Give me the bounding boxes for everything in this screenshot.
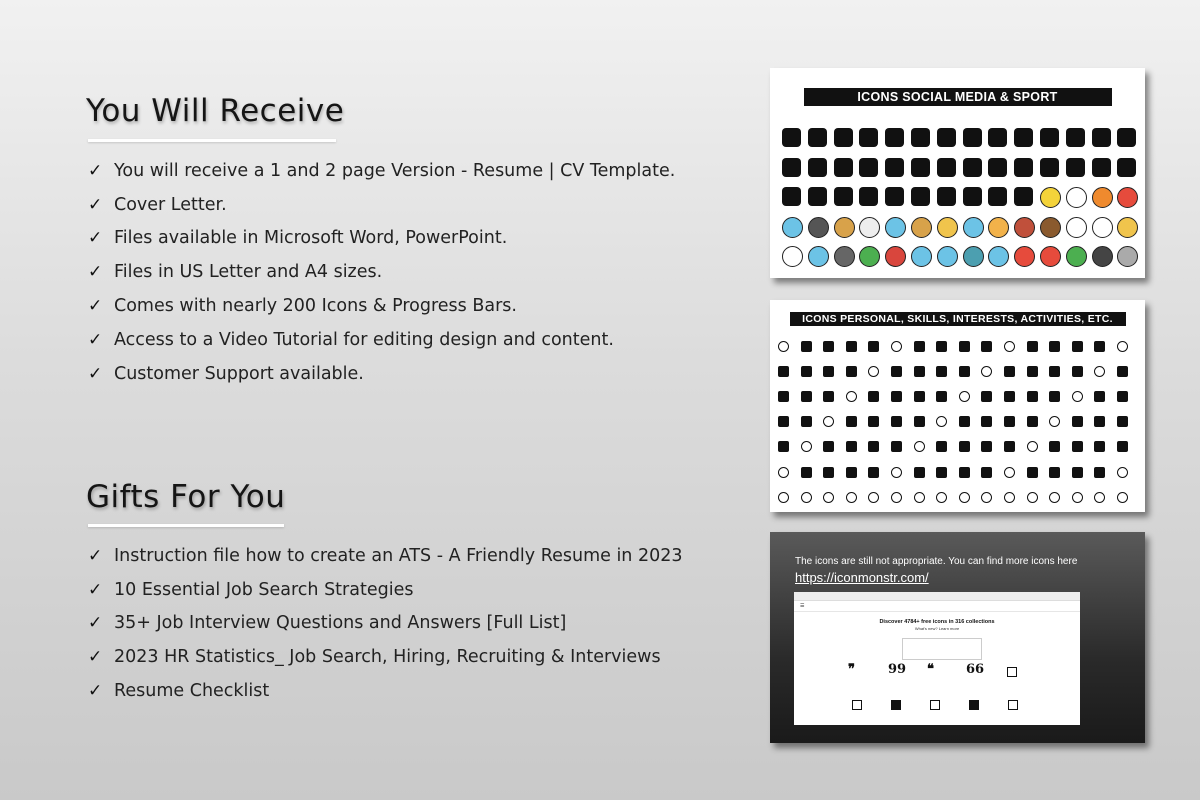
personal-icon bbox=[891, 492, 902, 503]
personal-icon bbox=[1072, 441, 1083, 452]
personal-icon bbox=[1004, 467, 1015, 478]
browser-nav bbox=[794, 601, 1080, 612]
instagram-outline-icon bbox=[963, 187, 982, 206]
iconmonstr-card bbox=[770, 532, 1145, 743]
list-item bbox=[88, 222, 675, 256]
list-item-text: Access to a Video Tutorial for editing design and content. bbox=[114, 329, 614, 350]
personal-icon bbox=[1027, 492, 1038, 503]
personal-icon bbox=[1094, 341, 1105, 352]
personal-icon bbox=[823, 366, 834, 377]
checkmark-icon: ✓ bbox=[88, 160, 103, 181]
personal-icon bbox=[778, 366, 789, 377]
list-item-text: Resume Checklist bbox=[114, 681, 270, 702]
personal-icon bbox=[959, 441, 970, 452]
tumblr-icon bbox=[1014, 128, 1033, 147]
e-icon bbox=[834, 128, 853, 147]
skype-round-icon bbox=[1092, 128, 1111, 147]
vine-icon bbox=[834, 158, 853, 177]
personal-icon bbox=[959, 391, 970, 402]
copy-icon bbox=[1007, 667, 1017, 677]
personal-icon bbox=[823, 467, 834, 478]
personal-icon bbox=[981, 341, 992, 352]
cloud-icon bbox=[782, 187, 801, 206]
list-item bbox=[88, 573, 683, 607]
basketball-icon bbox=[1117, 187, 1138, 208]
personal-icon bbox=[1049, 366, 1060, 377]
personal-icon bbox=[1117, 391, 1128, 402]
linkedin-icon bbox=[911, 187, 930, 206]
amazon-icon bbox=[885, 128, 904, 147]
bat2-icon bbox=[911, 217, 932, 238]
list-item bbox=[88, 188, 675, 222]
checkmark-icon: ✓ bbox=[88, 681, 103, 702]
social-icon-grid bbox=[770, 68, 1145, 278]
personal-icon bbox=[868, 341, 879, 352]
card-title: ICONS SOCIAL MEDIA & SPORT bbox=[804, 88, 1112, 106]
personal-icon bbox=[1027, 341, 1038, 352]
checkmark-icon: ✓ bbox=[88, 579, 103, 600]
vk-icon bbox=[885, 187, 904, 206]
personal-icon bbox=[846, 391, 857, 402]
personal-icon bbox=[801, 341, 812, 352]
receive-list bbox=[88, 154, 675, 391]
personal-icon bbox=[823, 492, 834, 503]
podcast-icon bbox=[937, 128, 956, 147]
boxing-glove-icon bbox=[885, 246, 906, 267]
personal-icon bbox=[846, 366, 857, 377]
checkmark-icon: ✓ bbox=[88, 545, 103, 566]
stick-icon bbox=[1092, 246, 1113, 267]
shuttlecock-icon bbox=[782, 246, 803, 267]
personal-icon bbox=[959, 467, 970, 478]
dumbbell-icon bbox=[782, 217, 803, 238]
personal-icon bbox=[1027, 416, 1038, 427]
wakeup-icon bbox=[859, 158, 878, 177]
personal-icon bbox=[1049, 492, 1060, 503]
personal-icon bbox=[778, 441, 789, 452]
dart-icon bbox=[1040, 246, 1061, 267]
personal-icon bbox=[1049, 416, 1060, 427]
personal-icon bbox=[868, 391, 879, 402]
skate-icon bbox=[963, 217, 984, 238]
list-item bbox=[88, 255, 675, 289]
personal-icon bbox=[1094, 366, 1105, 377]
personal-icon bbox=[981, 467, 992, 478]
section-title-gifts: Gifts For You bbox=[86, 479, 286, 515]
personal-icon bbox=[823, 416, 834, 427]
list-item-text: 2023 HR Statistics_ Job Search, Hiring, Recruiting & Interviews bbox=[114, 647, 661, 668]
list-item-text: Comes with nearly 200 Icons & Progress Bars. bbox=[114, 296, 517, 317]
personal-icon bbox=[891, 467, 902, 478]
quote-icon: 99 bbox=[888, 662, 907, 677]
quote-icon: ❞ bbox=[848, 662, 855, 677]
personal-icon bbox=[981, 492, 992, 503]
snapchat-icon bbox=[1066, 128, 1085, 147]
ping-pong-icon bbox=[988, 217, 1009, 238]
list-item-text: 10 Essential Job Search Strategies bbox=[114, 579, 414, 600]
volleyball-icon bbox=[1092, 187, 1113, 208]
messenger-icon bbox=[911, 158, 930, 177]
rugby-ball-icon bbox=[1014, 217, 1035, 238]
list-item bbox=[88, 640, 683, 674]
personal-icon bbox=[1117, 441, 1128, 452]
personal-icon bbox=[936, 441, 947, 452]
personal-icon bbox=[891, 391, 902, 402]
weights-icon bbox=[911, 246, 932, 267]
tennis-ball-icon bbox=[1040, 187, 1061, 208]
baseball-icon bbox=[1066, 187, 1087, 208]
xbox-icon bbox=[885, 158, 904, 177]
list-item bbox=[88, 674, 683, 708]
copy-icon bbox=[852, 700, 862, 710]
personal-icon bbox=[891, 416, 902, 427]
personal-icon bbox=[914, 366, 925, 377]
personal-icon bbox=[891, 366, 902, 377]
section-title-receive: You Will Receive bbox=[86, 93, 345, 129]
personal-icon bbox=[1027, 366, 1038, 377]
personal-icon bbox=[1117, 341, 1128, 352]
quote-icon: ❝ bbox=[927, 662, 934, 677]
browser-tabbar bbox=[794, 592, 1080, 601]
iconmonstr-note: The icons are still not appropriate. You can find more icons here bbox=[795, 556, 1078, 567]
card-title: ICONS PERSONAL, SKILLS, INTERESTS, ACTIVITIES, ETC. bbox=[790, 312, 1126, 326]
hoop-icon bbox=[859, 217, 880, 238]
quote-icon: 66 bbox=[966, 662, 985, 677]
layers-icon bbox=[930, 700, 940, 710]
checkmark-icon: ✓ bbox=[88, 262, 103, 283]
checkmark-icon: ✓ bbox=[88, 296, 103, 317]
list-item bbox=[88, 357, 675, 391]
personal-icon bbox=[823, 341, 834, 352]
personal-icon bbox=[778, 416, 789, 427]
youtube-icon bbox=[782, 128, 801, 147]
soccer-icon bbox=[1066, 217, 1087, 238]
location-icon bbox=[937, 187, 956, 206]
list-item-text: 35+ Job Interview Questions and Answers [Full List] bbox=[114, 613, 567, 634]
personal-icon bbox=[1004, 492, 1015, 503]
menu-icon: ☰ bbox=[800, 603, 805, 609]
shot-headline: Discover 4784+ free icons in 316 collections bbox=[879, 619, 995, 625]
personal-icon bbox=[1094, 441, 1105, 452]
list-item-text: Cover Letter. bbox=[114, 194, 227, 215]
youtube-play-icon bbox=[988, 128, 1007, 147]
skype-icon bbox=[1040, 128, 1059, 147]
field-icon bbox=[859, 246, 880, 267]
personal-icon bbox=[801, 492, 812, 503]
personal-icon bbox=[981, 391, 992, 402]
kettlebell-icon bbox=[963, 246, 984, 267]
personal-icon bbox=[1117, 416, 1128, 427]
personal-icon bbox=[914, 467, 925, 478]
personal-icon bbox=[959, 366, 970, 377]
skateboard-icon bbox=[834, 246, 855, 267]
parachute-icon bbox=[1117, 217, 1138, 238]
pinterest-icon bbox=[1117, 128, 1136, 147]
personal-icon bbox=[778, 341, 789, 352]
wechat-icon bbox=[859, 128, 878, 147]
soundcloud-icon bbox=[859, 187, 878, 206]
hockey-icon bbox=[808, 246, 829, 267]
tumblr-t-icon bbox=[988, 187, 1007, 206]
title-underline bbox=[88, 139, 336, 142]
personal-icon bbox=[914, 416, 925, 427]
personal-icon bbox=[846, 416, 857, 427]
title-underline bbox=[88, 524, 284, 527]
personal-icon bbox=[801, 467, 812, 478]
personal-icon bbox=[823, 391, 834, 402]
personal-icon bbox=[1072, 492, 1083, 503]
personal-icon bbox=[936, 492, 947, 503]
dropbox-icon bbox=[782, 158, 801, 177]
baseball2-icon bbox=[1092, 217, 1113, 238]
list-item bbox=[88, 323, 675, 357]
personal-icon bbox=[778, 467, 789, 478]
list-item bbox=[88, 539, 683, 573]
rss-icon bbox=[1117, 158, 1136, 177]
personal-icon bbox=[936, 341, 947, 352]
iconmonstr-link[interactable]: https://iconmonstr.com/ bbox=[795, 570, 929, 585]
copy-icon bbox=[1008, 700, 1018, 710]
bicycle-icon bbox=[885, 217, 906, 238]
personal-icon bbox=[1072, 391, 1083, 402]
personal-icon bbox=[1027, 391, 1038, 402]
personal-icon bbox=[868, 467, 879, 478]
golf-icon bbox=[1066, 246, 1087, 267]
personal-icon bbox=[1072, 467, 1083, 478]
personal-icon bbox=[936, 391, 947, 402]
personal-icon bbox=[846, 492, 857, 503]
personal-icon-grid bbox=[770, 300, 1145, 512]
racket-icon bbox=[988, 246, 1009, 267]
personal-icon bbox=[1027, 441, 1038, 452]
personal-icon bbox=[1004, 441, 1015, 452]
viber-icon bbox=[911, 128, 930, 147]
personal-icon bbox=[778, 391, 789, 402]
list-item-text: Instruction file how to create an ATS - A Friendly Resume in 2023 bbox=[114, 545, 683, 566]
personal-icon bbox=[1094, 391, 1105, 402]
personal-icons-card bbox=[770, 300, 1145, 512]
list-item-text: Files in US Letter and A4 sizes. bbox=[114, 262, 383, 283]
list-item bbox=[88, 154, 675, 188]
social-sport-icons-card bbox=[770, 68, 1145, 278]
personal-icon bbox=[1049, 391, 1060, 402]
ad-box bbox=[902, 638, 982, 660]
mail-icon bbox=[1014, 187, 1033, 206]
personal-icon bbox=[1027, 467, 1038, 478]
pinterest-p-icon bbox=[1040, 158, 1059, 177]
checkmark-icon: ✓ bbox=[88, 363, 103, 384]
personal-icon bbox=[868, 366, 879, 377]
personal-icon bbox=[1004, 366, 1015, 377]
personal-icon bbox=[778, 492, 789, 503]
personal-icon bbox=[846, 441, 857, 452]
court-icon bbox=[1117, 246, 1138, 267]
telegram-icon bbox=[808, 187, 827, 206]
personal-icon bbox=[1049, 341, 1060, 352]
personal-icon bbox=[914, 341, 925, 352]
personal-icon bbox=[891, 341, 902, 352]
personal-icon bbox=[981, 416, 992, 427]
personal-icon bbox=[801, 391, 812, 402]
bat-icon bbox=[834, 217, 855, 238]
personal-icon bbox=[914, 391, 925, 402]
personal-icon bbox=[823, 441, 834, 452]
personal-icon bbox=[936, 467, 947, 478]
personal-icon bbox=[801, 441, 812, 452]
personal-icon bbox=[868, 441, 879, 452]
personal-icon bbox=[1072, 366, 1083, 377]
list-item-text: You will receive a 1 and 2 page Version - Resume | CV Template. bbox=[114, 160, 676, 181]
list-item-text: Customer Support available. bbox=[114, 363, 364, 384]
personal-icon bbox=[1117, 366, 1128, 377]
personal-icon bbox=[1094, 467, 1105, 478]
personal-icon bbox=[801, 416, 812, 427]
personal-icon bbox=[981, 441, 992, 452]
target-icon bbox=[1014, 246, 1035, 267]
personal-icon bbox=[1117, 467, 1128, 478]
instagram-icon bbox=[963, 158, 982, 177]
personal-icon bbox=[1049, 467, 1060, 478]
football-icon bbox=[1040, 217, 1061, 238]
twitter-icon bbox=[963, 128, 982, 147]
personal-icon bbox=[846, 467, 857, 478]
share-icon bbox=[988, 158, 1007, 177]
checkmark-icon: ✓ bbox=[88, 194, 103, 215]
vimeo-icon bbox=[808, 158, 827, 177]
checkmark-icon: ✓ bbox=[88, 613, 103, 634]
chat-icon bbox=[1014, 158, 1033, 177]
personal-icon bbox=[914, 492, 925, 503]
chess-icon bbox=[937, 217, 958, 238]
personal-icon bbox=[981, 366, 992, 377]
behance-icon bbox=[834, 187, 853, 206]
list-item-text: Files available in Microsoft Word, PowerPoint. bbox=[114, 228, 508, 249]
personal-icon bbox=[1117, 492, 1128, 503]
personal-icon bbox=[868, 492, 879, 503]
personal-icon bbox=[868, 416, 879, 427]
google-plus-icon bbox=[1092, 158, 1111, 177]
checkmark-icon: ✓ bbox=[88, 647, 103, 668]
helmet-icon bbox=[937, 246, 958, 267]
blogger-icon bbox=[937, 158, 956, 177]
personal-icon bbox=[1004, 416, 1015, 427]
personal-icon bbox=[1072, 416, 1083, 427]
gifts-list bbox=[88, 539, 683, 708]
personal-icon bbox=[959, 416, 970, 427]
personal-icon bbox=[914, 441, 925, 452]
personal-icon bbox=[959, 492, 970, 503]
personal-icon bbox=[959, 341, 970, 352]
personal-icon bbox=[1004, 341, 1015, 352]
personal-icon bbox=[1049, 441, 1060, 452]
copy-icon bbox=[969, 700, 979, 710]
hockey-puck-icon bbox=[808, 217, 829, 238]
personal-icon bbox=[1094, 416, 1105, 427]
wordpress-icon bbox=[808, 128, 827, 147]
personal-icon bbox=[936, 366, 947, 377]
layers-icon bbox=[891, 700, 901, 710]
facebook-icon bbox=[1066, 158, 1085, 177]
shot-subline: What's new? Learn more bbox=[914, 626, 960, 631]
personal-icon bbox=[891, 441, 902, 452]
personal-icon bbox=[1072, 341, 1083, 352]
list-item bbox=[88, 289, 675, 323]
checkmark-icon: ✓ bbox=[88, 329, 103, 350]
personal-icon bbox=[1094, 492, 1105, 503]
personal-icon bbox=[846, 341, 857, 352]
personal-icon bbox=[1004, 391, 1015, 402]
personal-icon bbox=[936, 416, 947, 427]
checkmark-icon: ✓ bbox=[88, 228, 103, 249]
personal-icon bbox=[801, 366, 812, 377]
list-item bbox=[88, 607, 683, 641]
iconmonstr-screenshot bbox=[794, 592, 1080, 725]
